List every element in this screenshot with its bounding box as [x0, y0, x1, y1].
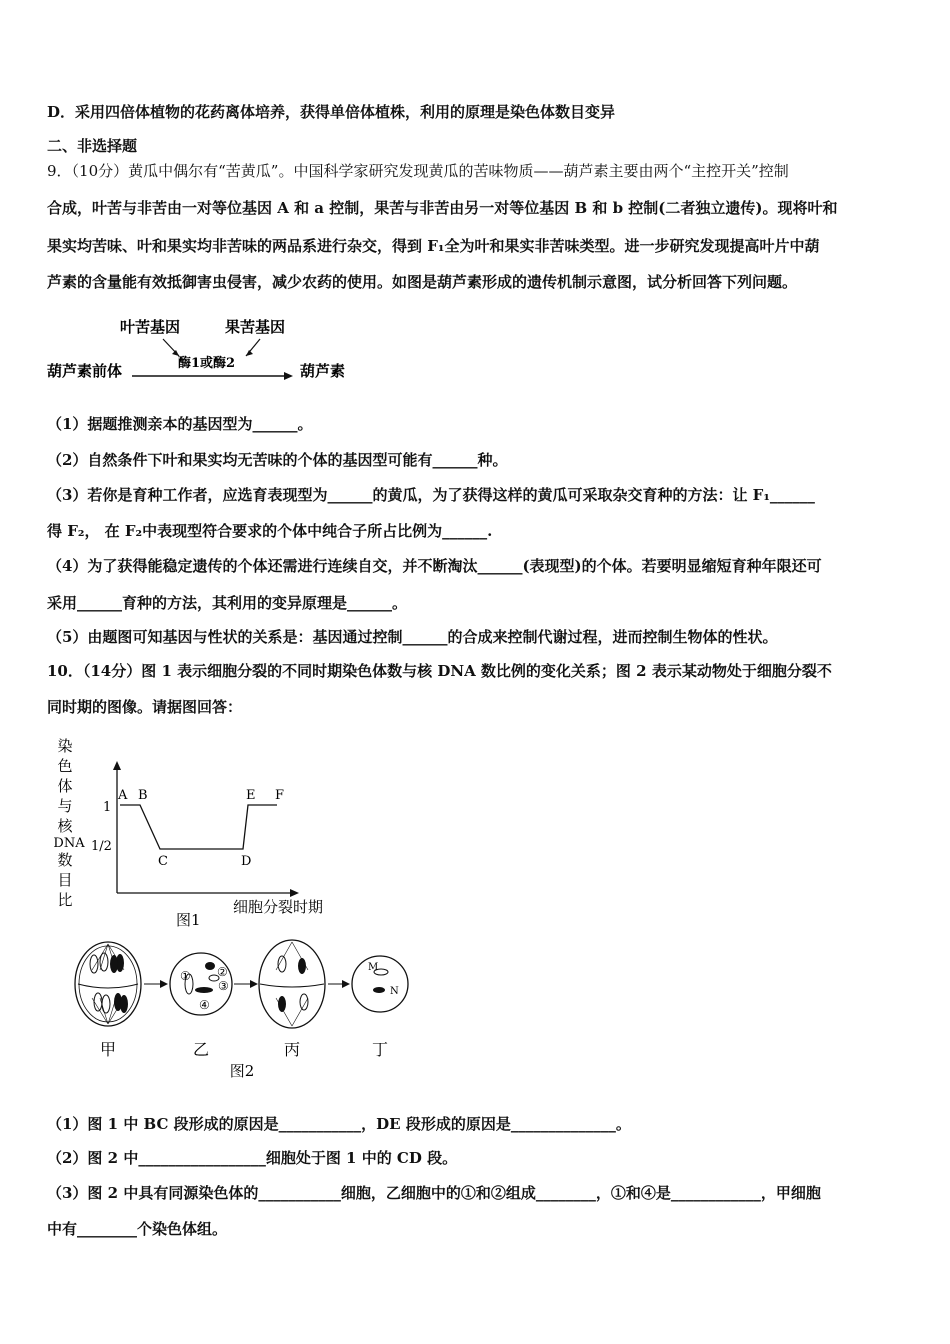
cell-jia: [75, 942, 141, 1059]
q10-sub3: （3）图 2 中具有同源染色体的___________细胞，乙细胞中的①和②组成________，①和④是____________，甲细胞: [47, 1184, 821, 1202]
svg-text:与: 与: [57, 797, 73, 815]
chart-title: 图1: [176, 911, 201, 929]
q9-sub3-cont: 得 F₂， 在 F₂中表现型符合要求的个体中纯合子所占比例为______.: [47, 522, 493, 540]
q9-sub2: （2）自然条件下叶和果实均无苦味的个体的基因型可能有______种。: [47, 451, 508, 469]
ytick-1: 1: [103, 800, 112, 815]
marker-3: ③: [218, 979, 229, 993]
series-line: [120, 805, 277, 849]
svg-text:色: 色: [57, 757, 73, 775]
marker-1: ①: [180, 969, 191, 983]
enzyme-label: 酶1或酶2: [178, 356, 236, 371]
point-label-E: E: [246, 788, 256, 803]
svg-text:体: 体: [57, 777, 73, 795]
q10-sub3-cont: 中有________个染色体组。: [47, 1220, 228, 1238]
precursor-label: 葫芦素前体: [47, 362, 123, 380]
svg-text:DNA: DNA: [53, 836, 85, 851]
x-axis-label: 细胞分裂时期: [233, 898, 324, 916]
q9-text: 9．（10分）黄瓜中偶尔有“苦黄瓜”。中国科学家研究发现黄瓜的苦味物质——葫芦素主要由两个“主控开关”控制: [47, 162, 789, 180]
point-label-F: F: [275, 788, 285, 803]
cell-bing: [259, 940, 325, 1059]
q10-text: 10．（14分）图 1 表示细胞分裂的不同时期染色体数与核 DNA 数比例的变化关系；图 2 表示某动物处于细胞分裂不: [47, 662, 832, 680]
q9-text: 合成，叶苦与非苦由一对等位基因 A 和 a 控制，果苦与非苦由另一对等位基因 B 和 b 控制(二者独立遗传)。现将叶和: [47, 199, 838, 217]
x-axis-arrow: [290, 889, 299, 897]
q9-sub1: （1）据题推测亲本的基因型为______。: [47, 415, 313, 433]
svg-text:目: 目: [57, 871, 73, 889]
figure2-title: 图2: [229, 1062, 255, 1080]
gene-fruit-label: 果苦基因: [225, 318, 286, 336]
q10-sub2: （2）图 2 中_________________细胞处于图 1 中的 CD 段。: [47, 1149, 458, 1167]
q9-sub5: （5）由题图可知基因与性状的关系是：基因通过控制______的合成来控制代谢过程，进而控制生物体的性状。: [47, 628, 778, 646]
marker-2: ②: [217, 965, 228, 979]
cell-label-bing: 丙: [283, 1040, 301, 1059]
q9-text: 芦素的含量能有效抵御害虫侵害，减少农药的使用。如图是葫芦素形成的遗传机制示意图，试分析回答下列问题。: [47, 273, 798, 291]
figure1-chart: [45, 735, 355, 935]
arrowhead-fruit: [246, 350, 253, 356]
cell-label-ding: 丁: [371, 1040, 389, 1059]
cell-label-jia: 甲: [99, 1040, 117, 1059]
pathway-diagram: [45, 312, 365, 392]
svg-text:比: 比: [57, 891, 73, 909]
q9-sub3: （3）若你是育种工作者，应选育表现型为______的黄瓜，为了获得这样的黄瓜可采取杂交育种的方法：让 F₁______: [47, 486, 815, 504]
q10-text: 同时期的图像。请据图回答：: [47, 698, 243, 716]
ding-label-m: M: [368, 962, 379, 973]
reaction-arrowhead: [284, 372, 293, 380]
cell-ding: [352, 956, 408, 1059]
svg-text:染: 染: [57, 737, 73, 755]
point-label-C: C: [158, 854, 168, 869]
product-label: 葫芦素: [300, 362, 346, 380]
point-label-A: A: [118, 788, 128, 803]
y-axis-arrow: [113, 761, 121, 770]
section-heading: 二、非选择题: [47, 137, 138, 155]
svg-text:核: 核: [57, 817, 73, 835]
q9-text: 果实均苦味、叶和果实均非苦味的两品系进行杂交，得到 F₁全为叶和果实非苦味类型。进一步研究发现提高叶片中葫: [47, 237, 820, 255]
cell-label-yi: 乙: [192, 1040, 210, 1059]
gene-leaf-label: 叶苦基因: [120, 318, 181, 336]
figure2-diagram: [70, 930, 430, 1080]
point-label-B: B: [138, 788, 148, 803]
q9-sub4: （4）为了获得能稳定遗传的个体还需进行连续自交，并不断淘汰______(表现型)的个体。若要明显缩短育种年限还可: [47, 557, 822, 575]
cell-yi: [170, 953, 232, 1059]
svg-text:数: 数: [57, 851, 73, 869]
q9-sub4-cont: 采用______育种的方法，其利用的变异原理是______。: [47, 594, 408, 612]
option-d: D．采用四倍体植物的花药离体培养，获得单倍体植株，利用的原理是染色体数目变异: [47, 103, 616, 121]
marker-4: ④: [199, 998, 210, 1012]
ytick-half: 1/2: [91, 839, 112, 854]
ding-label-n: N: [390, 986, 399, 997]
y-axis-label: [53, 737, 85, 909]
q10-sub1: （1）图 1 中 BC 段形成的原因是___________，DE 段形成的原因是______________。: [47, 1115, 631, 1133]
point-label-D: D: [241, 854, 252, 869]
